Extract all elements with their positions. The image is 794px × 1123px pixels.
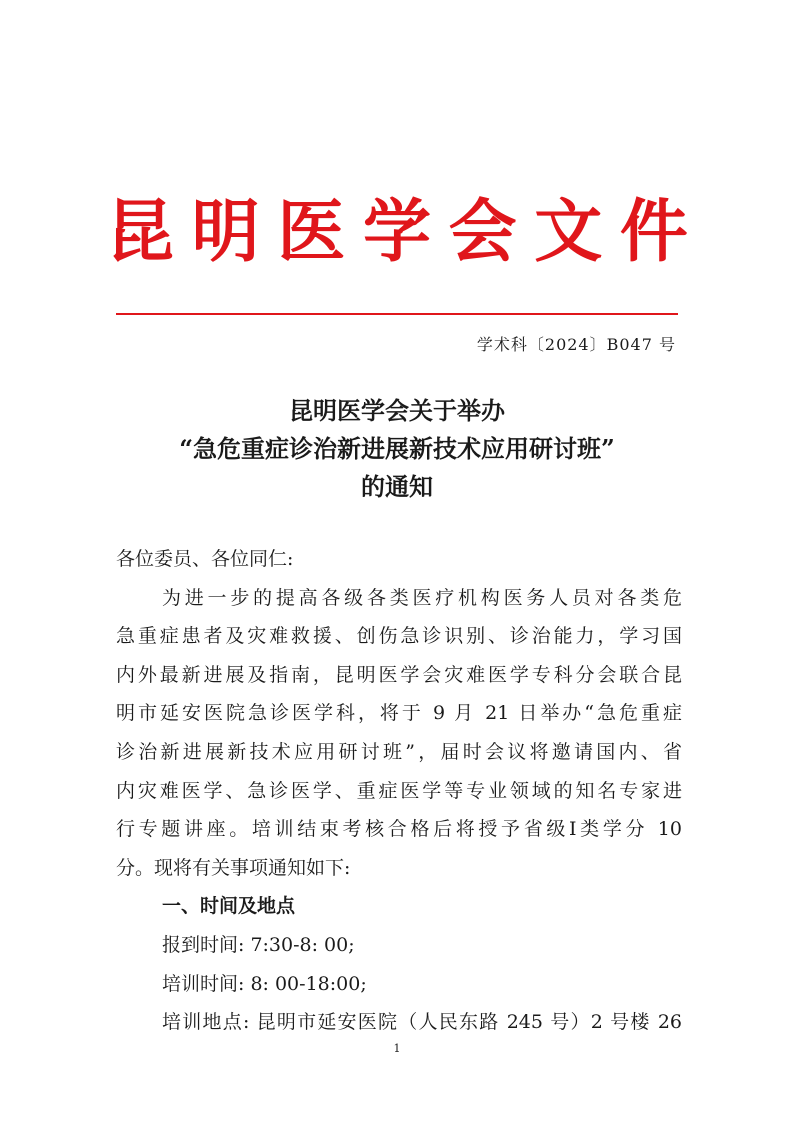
paragraph-line: 诊治新进展新技术应用研讨班”，届时会议将邀请国内、省: [116, 740, 682, 763]
masthead-char: 医: [277, 193, 346, 272]
checkin-time: 报到时间: 7:30-8: 00;: [162, 933, 355, 956]
masthead-char: 会: [448, 193, 517, 272]
salutation: 各位委员、各位同仁:: [116, 548, 294, 570]
paragraph-line: 内灾难医学、急诊医学、重症医学等专业领域的知名专家进: [116, 779, 682, 802]
paragraph-line: 行专题讲座。培训结束考核合格后将授予省级Ⅰ类学分 10: [116, 818, 682, 841]
masthead-char: 文: [534, 193, 603, 272]
masthead-title: [100, 188, 694, 278]
section-heading: 一、时间及地点: [162, 895, 296, 918]
red-separator-line: [116, 313, 678, 315]
masthead-char: 明: [191, 193, 260, 272]
paragraph-line: 分。现将有关事项通知如下:: [116, 856, 351, 879]
paragraph-line: 为进一步的提高各级各类医疗机构医务人员对各类危: [162, 586, 682, 609]
page-number: 1: [393, 1042, 401, 1055]
training-location: 培训地点: 昆明市延安医院（人民东路 245 号）2 号楼 26: [162, 1011, 682, 1034]
notice-body: [116, 540, 682, 1042]
title-line-2: “急危重症诊治新进展新技术应用研讨班”: [179, 434, 615, 463]
paragraph-line: 明市延安医院急诊医学科，将于 9 月 21 日举办“急危重症: [116, 702, 682, 725]
title-line-3: 的通知: [361, 472, 433, 501]
training-time: 培训时间: 8: 00-18:00;: [162, 972, 367, 995]
masthead-char: 昆: [105, 193, 174, 272]
notice-title: [0, 392, 794, 506]
paragraph-line: 内外最新进展及指南，昆明医学会灾难医学专科分会联合昆: [116, 663, 682, 686]
masthead-char: 学: [362, 193, 431, 272]
title-line-1: 昆明医学会关于举办: [289, 396, 505, 425]
paragraph-line: 急重症患者及灾难救援、创伤急诊识别、诊治能力，学习国: [116, 625, 682, 648]
masthead-char: 件: [619, 193, 688, 272]
document-number: 学术科〔2024〕B047 号: [476, 335, 676, 354]
